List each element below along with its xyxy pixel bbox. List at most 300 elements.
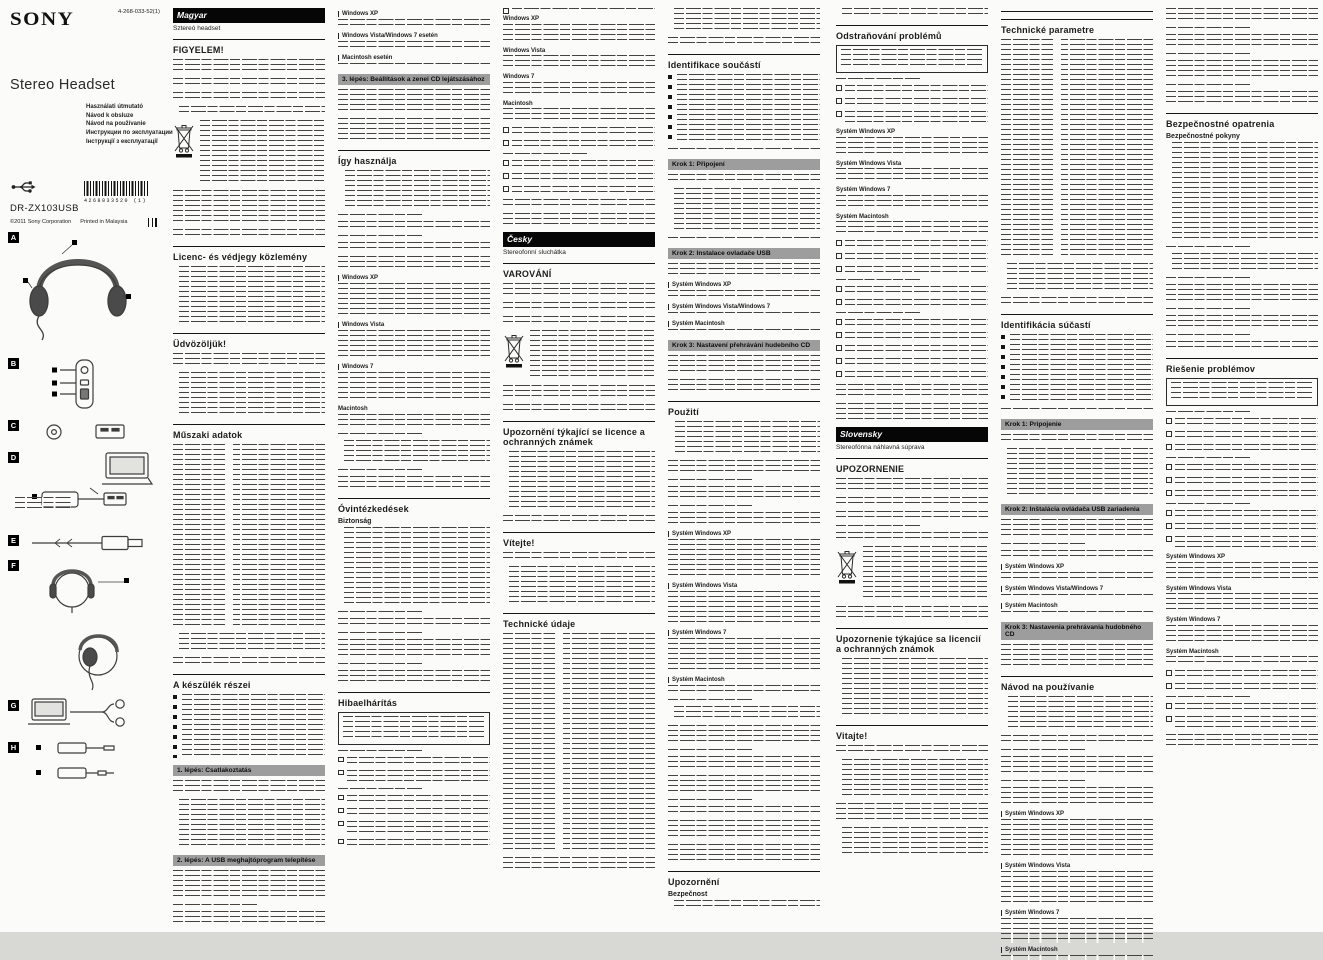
qa-item	[1166, 444, 1318, 454]
paragraph-lines	[836, 745, 988, 755]
mini-heading-lines	[668, 749, 752, 754]
text-column-2	[338, 8, 490, 926]
weee-notice	[836, 546, 988, 601]
paragraph-lines	[503, 302, 655, 312]
registration-marks	[148, 218, 157, 227]
qa-item	[1166, 431, 1318, 441]
paragraph-lines	[503, 55, 655, 70]
qa-lines	[845, 358, 988, 368]
step-heading: Krok 2: Inštalácia ovládača USB zariadenia	[1001, 504, 1153, 515]
paragraph-lines	[503, 283, 655, 298]
paragraph-lines	[836, 497, 988, 507]
qa-lines	[1175, 716, 1318, 731]
paragraph-lines	[338, 41, 490, 51]
os-bracket-heading: Windows Vista	[338, 322, 490, 328]
paragraph-lines	[836, 532, 988, 542]
paragraph-lines	[1166, 60, 1318, 80]
mini-heading-lines	[338, 469, 422, 474]
paragraph-lines	[1001, 756, 1153, 776]
os-bracket-heading: Systém Windows XP	[668, 531, 820, 537]
paragraph-lines	[1001, 644, 1153, 669]
paragraph-lines	[173, 657, 325, 667]
qa-lines	[1175, 683, 1318, 693]
bullet-list-lines	[842, 827, 988, 857]
parts-list-lines	[1010, 334, 1153, 404]
qa-item	[836, 358, 988, 368]
paragraph-lines	[1001, 871, 1153, 906]
mini-heading: Systém Windows XP	[836, 129, 895, 135]
paragraph-lines	[503, 82, 655, 97]
qa-item	[338, 839, 490, 849]
paragraph-lines	[668, 539, 820, 579]
bullet-list-lines	[179, 799, 325, 849]
step-heading: Krok 2: Instalace ovladače USB	[668, 248, 820, 259]
wearing-headphones-diagram	[38, 558, 142, 692]
section-heading: Licenc- és védjegy közlemény	[173, 246, 325, 262]
paragraph-lines	[503, 24, 655, 44]
section-heading: UPOZORNENIE	[836, 458, 988, 474]
qa-lines	[845, 85, 988, 95]
paragraph-lines	[1001, 572, 1153, 582]
paragraph-lines	[173, 78, 325, 88]
mini-heading-lines	[338, 788, 422, 793]
mini-heading-lines	[668, 799, 752, 804]
section-heading: Upozornění týkající se licence a ochranných známek	[503, 421, 655, 447]
mini-heading-lines	[668, 479, 752, 484]
section-heading: Vitajte!	[836, 725, 988, 741]
usb-cable-diagram	[30, 531, 148, 555]
mini-heading-lines	[1166, 27, 1250, 32]
qa-lines	[347, 770, 490, 785]
language-item: Návod k obsluze	[86, 112, 134, 119]
qa-item	[503, 160, 655, 170]
bullet-list-lines	[344, 440, 490, 465]
paragraph-lines	[503, 108, 655, 123]
mini-heading-lines	[338, 214, 422, 219]
os-bracket-heading: Systém Windows 7	[668, 630, 820, 636]
section-heading: Upozornění	[668, 871, 820, 887]
subsection-heading: Bezpečnost	[668, 891, 708, 898]
mini-heading-lines	[1166, 334, 1250, 339]
mini-heading-lines	[1166, 503, 1250, 508]
os-bracket-heading: Systém Windows XP	[1001, 811, 1153, 817]
qa-lines	[347, 795, 490, 805]
qa-item	[836, 319, 988, 329]
os-bracket-heading: Systém Macintosh	[1001, 947, 1153, 953]
weee-icon	[836, 546, 858, 586]
qa-item	[836, 332, 988, 342]
spec-table-lines	[503, 633, 655, 853]
paragraph-lines	[836, 803, 988, 823]
barcode-digits: 4268033520 (1)	[84, 198, 148, 204]
mini-heading-lines	[1166, 457, 1250, 462]
paragraph-lines	[836, 137, 988, 157]
os-bracket-heading: Windows XP	[338, 275, 490, 281]
parts-list	[1001, 334, 1153, 404]
qa-item	[1166, 418, 1318, 428]
qa-item	[1166, 477, 1318, 487]
os-bracket-heading: Systém Windows Vista/Windows 7	[668, 304, 820, 310]
mini-heading-lines	[1166, 84, 1250, 89]
mini-heading-lines	[1001, 543, 1085, 548]
paragraph-lines	[1166, 315, 1318, 330]
paragraph-lines	[1166, 341, 1318, 351]
subsection-heading: Bezpečnostné pokyny	[1166, 133, 1240, 140]
paragraph-lines	[1001, 550, 1153, 560]
weee-notice-lines	[530, 330, 655, 380]
step-heading: Krok 1: Pripojenie	[1001, 419, 1153, 430]
step-heading: 2. lépés: A USB meghajtóprogram telepítése	[173, 855, 325, 866]
qa-lines	[1175, 444, 1318, 454]
bullet-list-lines	[344, 527, 490, 607]
paragraph-lines	[173, 780, 325, 795]
os-bracket-heading: Windows 7	[338, 364, 490, 370]
os-bracket-heading: Systém Windows XP	[1001, 564, 1153, 570]
language-item: Használati útmutató	[86, 104, 144, 110]
section-heading: Hibaelhárítás	[338, 692, 490, 708]
paragraph-lines	[503, 316, 655, 326]
qa-item	[836, 345, 988, 355]
text-column-1	[173, 8, 325, 926]
section-heading: Vítejte!	[503, 532, 655, 548]
qa-item	[836, 240, 988, 250]
paragraph-lines	[173, 190, 325, 225]
diagram-label-a: A	[8, 232, 19, 243]
qa-lines	[1175, 418, 1318, 428]
headset-subtitle: Stereofonní sluchátka	[503, 249, 566, 256]
paragraph-lines	[1166, 625, 1318, 645]
language-bar: Slovensky	[836, 427, 988, 442]
mini-heading-lines	[338, 663, 422, 668]
language-item: Návod na používanie	[86, 121, 146, 128]
qa-item	[1166, 464, 1318, 474]
inline-remote-diagram	[46, 356, 120, 414]
weee-icon	[173, 120, 195, 160]
mini-heading-lines	[1166, 277, 1250, 282]
qa-lines	[845, 299, 988, 309]
qa-lines	[347, 757, 490, 767]
paragraph-lines	[668, 756, 820, 771]
bullet-list-lines	[509, 566, 655, 606]
paragraph-lines	[1001, 594, 1153, 599]
step-heading: 3. lépés: Beállítások a zenei CD lejátszásához	[338, 74, 490, 85]
section-heading: Technické parametre	[1001, 19, 1153, 35]
section-heading: Óvintézkedések	[338, 498, 490, 514]
document-number: 4-268-033-52(1)	[118, 9, 160, 15]
step-heading: 1. lépés: Csatlakoztatás	[173, 765, 325, 776]
paragraph-lines	[1166, 284, 1318, 304]
paragraph-lines	[668, 312, 820, 317]
language-section	[173, 8, 325, 32]
qa-lines	[512, 173, 655, 183]
os-bracket-heading: Systém Windows Vista	[1001, 863, 1153, 869]
bullet-list-lines	[842, 658, 988, 718]
paragraph-lines	[503, 857, 655, 872]
usb-connection-diagram	[12, 450, 154, 530]
paragraph-lines	[668, 148, 820, 153]
plug-parts-diagram	[40, 418, 136, 446]
mini-heading: Systém Macintosh	[836, 213, 889, 220]
paragraph-lines	[1166, 656, 1318, 666]
paragraph-lines	[836, 478, 988, 493]
parts-list	[668, 74, 820, 144]
qa-item	[836, 266, 988, 276]
paragraph-lines	[836, 403, 988, 423]
language-item: Инструкции по эксплуатации	[86, 130, 173, 137]
mini-heading-lines	[1166, 246, 1250, 251]
headset-subtitle: Stereofónna náhlavná súprava	[836, 444, 925, 451]
paragraph-lines	[1001, 297, 1153, 307]
qa-item	[503, 173, 655, 183]
mini-heading: Systém Windows Vista	[1166, 585, 1232, 592]
paragraph-lines	[668, 844, 820, 864]
headset-subtitle: Sztereó headset	[173, 25, 221, 32]
mini-heading-lines	[1166, 696, 1250, 701]
paragraph-lines	[173, 353, 325, 368]
qa-lines	[1175, 477, 1318, 487]
qa-lines	[1175, 703, 1318, 713]
section-heading: Použití	[668, 401, 820, 417]
paragraph-lines	[668, 820, 820, 840]
model-number: DR-ZX103USB	[10, 203, 79, 214]
mini-heading: Systém Windows Vista	[836, 160, 902, 167]
paragraph-lines	[668, 806, 820, 816]
qa-item	[836, 98, 988, 108]
qa-lines	[512, 8, 655, 13]
usb-icon	[10, 179, 40, 200]
language-item: Інструкції з експлуатації	[86, 138, 158, 145]
paragraph-lines	[668, 591, 820, 626]
mini-heading-lines	[1166, 308, 1250, 313]
os-bracket-heading: Systém Macintosh	[668, 677, 820, 683]
paragraph-lines	[668, 37, 820, 47]
qa-item	[1166, 703, 1318, 713]
paragraph-lines	[668, 379, 820, 394]
bullet-list-lines	[842, 8, 988, 18]
product-title: Stereo Headset	[10, 77, 115, 93]
qa-item	[1166, 523, 1318, 533]
qa-lines	[1175, 431, 1318, 441]
bullet-list-lines	[674, 188, 820, 233]
section-heading: Üdvözöljük!	[173, 333, 325, 349]
qa-item	[503, 186, 655, 196]
qa-lines	[512, 186, 655, 196]
os-bracket-heading: Systém Macintosh	[1001, 603, 1153, 609]
qa-lines	[1175, 536, 1318, 551]
qa-lines	[845, 266, 988, 276]
paragraph-lines	[668, 237, 820, 242]
qa-item	[1166, 510, 1318, 520]
mini-heading: Systém Windows XP	[1166, 554, 1225, 560]
note-box-lines	[841, 49, 983, 69]
note-box	[1166, 378, 1318, 406]
barcode	[84, 181, 148, 196]
spec-table-lines	[1001, 39, 1153, 259]
note-box	[836, 45, 988, 73]
paragraph-lines	[1001, 735, 1153, 745]
mini-heading-lines	[836, 78, 920, 83]
diagram-label-d: D	[8, 452, 19, 463]
qa-item	[1166, 716, 1318, 731]
os-bracket-heading: Systém Macintosh	[668, 321, 820, 327]
paragraph-lines	[836, 168, 988, 183]
mini-heading-lines	[836, 312, 920, 317]
paragraph-lines	[338, 221, 490, 231]
qa-lines	[845, 345, 988, 355]
weee-notice-lines	[863, 546, 988, 601]
mini-heading-lines	[668, 699, 752, 704]
paragraph-lines	[338, 670, 490, 685]
text-column-5	[836, 8, 988, 926]
mini-heading: Systém Macintosh	[1166, 648, 1219, 655]
mini-heading-lines	[1001, 749, 1085, 754]
paragraph-lines	[668, 290, 820, 300]
qa-lines	[845, 253, 988, 263]
numbered-list-lines	[675, 421, 820, 456]
mini-heading-lines	[836, 279, 920, 284]
section-heading: Bezpečnostné opatrenia	[1166, 113, 1318, 129]
numbered-list-lines	[345, 170, 490, 210]
paragraph-lines	[1001, 955, 1153, 960]
paragraph-lines	[338, 256, 490, 271]
bullet-list-lines	[509, 451, 655, 511]
paragraph-lines	[668, 329, 820, 334]
qa-lines	[845, 111, 988, 126]
qa-item	[836, 85, 988, 95]
mini-heading-lines	[503, 153, 587, 158]
numbered-list-lines	[1008, 696, 1153, 731]
bullet-list-lines	[1007, 448, 1153, 498]
qa-lines	[347, 808, 490, 818]
paragraph-lines	[668, 512, 820, 527]
qa-item	[836, 371, 988, 381]
qa-lines	[1175, 490, 1318, 500]
paragraph-lines	[668, 486, 820, 501]
qa-item	[836, 286, 988, 296]
paragraph-lines	[503, 404, 655, 414]
parts-list-lines	[182, 694, 325, 759]
section-heading: A készülék részei	[173, 674, 325, 690]
weee-notice	[173, 120, 325, 185]
os-bracket-heading: Windows XP	[338, 11, 490, 17]
mini-heading: Systém Windows 7	[1166, 617, 1221, 623]
paragraph-lines	[1001, 408, 1153, 413]
paragraph-lines	[338, 618, 490, 628]
paragraph-lines	[503, 199, 655, 209]
qa-item	[1166, 536, 1318, 551]
os-bracket-heading: Windows Vista/Windows 7 esetén	[338, 33, 490, 39]
qa-lines	[845, 286, 988, 296]
manual-language-list	[86, 103, 173, 147]
paragraph-lines	[338, 89, 490, 114]
qa-lines	[845, 319, 988, 329]
mini-heading-lines	[668, 505, 752, 510]
paragraph-lines	[338, 476, 490, 491]
mini-heading-lines	[338, 750, 422, 755]
paragraph-lines	[836, 511, 988, 521]
os-bracket-heading: Macintosh esetén	[338, 55, 490, 61]
bullet-list-lines	[674, 706, 820, 721]
paragraph-lines	[173, 92, 325, 102]
qa-item	[338, 795, 490, 805]
weee-notice-lines	[200, 120, 325, 185]
paragraph-lines	[1001, 918, 1153, 943]
paragraph-lines	[338, 330, 490, 360]
text-column-7	[1166, 8, 1318, 926]
paragraph-lines	[503, 515, 655, 525]
parts-list	[173, 694, 325, 759]
os-bracket-heading: Systém Windows Vista	[668, 583, 820, 589]
section-heading: Műszaki adatok	[173, 424, 325, 440]
headphones-front-diagram	[22, 238, 134, 342]
paragraph-lines	[1166, 34, 1318, 49]
language-bar: Magyar	[173, 8, 325, 23]
paragraph-lines	[173, 870, 325, 900]
mini-heading-lines	[1166, 411, 1250, 416]
qa-item	[836, 299, 988, 309]
mini-heading-lines	[836, 525, 920, 530]
note-box-lines	[343, 716, 485, 741]
mini-heading: Systém Windows 7	[836, 187, 891, 193]
plug-adapter-diagram	[28, 738, 146, 786]
paragraph-lines	[1166, 734, 1318, 749]
qa-lines	[845, 98, 988, 108]
qa-lines	[1175, 670, 1318, 680]
paragraph-lines	[668, 355, 820, 375]
qa-item	[338, 821, 490, 836]
mini-heading-lines	[173, 904, 257, 909]
section-heading: VAROVÁNÍ	[503, 263, 655, 279]
paragraph-lines	[173, 229, 325, 239]
text-column-3	[503, 8, 655, 926]
qa-lines	[1175, 464, 1318, 474]
os-bracket-heading: Systém Windows 7	[1001, 910, 1153, 916]
paragraph-lines	[668, 174, 820, 184]
paragraph-lines	[1001, 819, 1153, 859]
qa-lines	[845, 240, 988, 250]
paragraph-lines	[1001, 787, 1153, 807]
paragraph-lines	[338, 63, 490, 68]
bullet-list-lines	[674, 900, 820, 910]
paragraph-lines	[1001, 434, 1153, 444]
section-heading: Riešenie problémov	[1166, 358, 1318, 374]
qa-item	[1166, 670, 1318, 680]
spec-table-lines	[173, 444, 325, 629]
qa-item	[503, 140, 655, 150]
paragraph-lines	[668, 775, 820, 795]
qa-item	[503, 127, 655, 137]
paragraph-lines	[836, 221, 988, 236]
diagram-label-b: B	[8, 358, 19, 369]
paragraph-lines	[1166, 562, 1318, 582]
section-heading: Upozornenie týkajúce sa licencií a ochranných známok	[836, 628, 988, 654]
paragraph-lines	[1166, 91, 1318, 106]
step-heading: Krok 1: Připojení	[668, 159, 820, 170]
sony-logo: SONY	[10, 8, 75, 30]
language-bar: Česky	[503, 232, 655, 247]
qa-lines	[347, 839, 490, 849]
divider-rule	[1001, 11, 1153, 12]
note-box-lines	[1171, 382, 1313, 402]
qa-item	[503, 8, 655, 13]
bullet-list-lines	[179, 633, 325, 653]
mini-heading: Macintosh	[503, 100, 533, 107]
diagram-label-e: E	[8, 535, 19, 546]
paragraph-lines	[1166, 8, 1318, 23]
os-bracket-heading: Systém Windows Vista/Windows 7	[1001, 586, 1153, 592]
step-heading: Krok 3: Nastavenia prehrávania hudobného CD	[1001, 622, 1153, 640]
mini-heading: Macintosh	[338, 406, 368, 412]
